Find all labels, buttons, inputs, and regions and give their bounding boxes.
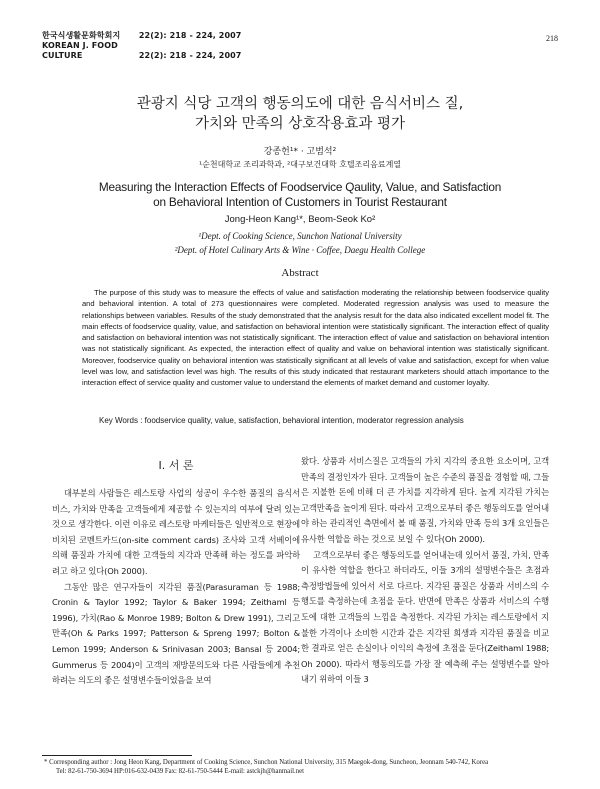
journal-name-en: KOREAN J. FOOD CULTURE: [42, 41, 118, 60]
abstract-heading: Abstract: [281, 267, 319, 279]
paragraph: 고객으로부터 좋은 행동의도를 얻어내는데 있어서 품질, 가치, 만족이 유사한 역할을 한다고 하더라도, 이들 3개의 설명변수들은 초점과 측정방법들에 있어서 서로 다르다. 지각된 품질은 상품과 서비스의 수행도를 측정하는데 초점을 둔다. 반면에 만족은 상품과 서비스의 수행도에 대한 고객들의 느낌을 측정한다. 지각된 가치는 레스토랑에서 지불한 가격이나 소비한 시간과 같은 지각된 희생과 지각된 품질을 비교한 결과로 얻은 손실이나 이익의 측정에 초점을 둔다(Zeithaml 1988; Oh 2000). 따라서 행동의도를 가장 잘 예측해 주는 설명변수를 알아내기 위하여 이들 3: [301, 549, 549, 685]
authors-korean: 강종헌¹* · 고범석²: [263, 147, 337, 157]
journal-name-ko: 한국식생활문화학회지: [42, 31, 121, 40]
title-korean-line2: 가치와 만족의 상호작용효과 평가: [195, 116, 405, 132]
body-column-left: [52, 486, 300, 689]
citation-en: 22(2): 218 - 224, 2007: [138, 51, 242, 60]
title-english-line2: on Behavioral Intention of Customers in Tourist Restaurant: [153, 195, 447, 209]
footnote: [44, 758, 564, 776]
paragraph: 대부분의 사람들은 레스토랑 사업의 성공이 우수한 품질의 음식서비스, 가치와 만족을 고객들에게 제공할 수 있는지의 여부에 달려 있는 것으로 생각한다. 이런 이유로 레스토랑 마케터들은 일반적으로 현장에 비치된 코멘트카드(on-site comment cards) 조사와 고객 서베이에 의해 품질과 가치에 대한 고객들의 지각과 만족해 하는 정도를 파악하려고 하고 있다(Oh 2000).: [52, 488, 300, 576]
abstract-text: The purpose of this study was to measure the effects of value and satisfaction moderating the relationship between foodservice quality and behavioral intention. A total of 273 questionnaires were completed. Moderated regression analysis was used to measure the relationships between variables. Results of the study demonstrated that the analysis result for the data also indicated excellent model fit. The main effects of foodservice quality, value, and satisfaction on behavioral intention were statistically significant. The interaction effect of quality and satisfaction on behavioral intention was not statistically significant. The interaction effect of value and satisfaction on behavioral intention was not statistically significant. As expected, the interaction effect of quality and value on behavioral intention was statistically significant. Moreover, foodservice quality on behavioral intention was statistically significant at all levels of value and satisfaction, except for when value level was low, and satisfaction level was high. The results of this study indicated that restaurant marketers should attach importance to the interaction effect of service quality and customer value to understand the elements of market demand and customer loyalty.: [82, 288, 549, 388]
title-english-line1: Measuring the Interaction Effects of Foodservice Qaulity, Value, and Satisfaction: [98, 180, 502, 194]
footnote-rule: [42, 755, 192, 756]
running-header: [42, 31, 241, 61]
page-number: 218: [546, 34, 558, 43]
paragraph: 왔다. 상품과 서비스질은 고객들의 가치 지각의 중요한 요소이며, 고객 만족의 결정인자가 된다. 고객들이 높은 수준의 품질을 경험할 때, 그들은 지불한 돈에 비해 더 큰 가치를 지각하게 된다. 높게 지각된 가치는 고객만족을 높이게 된다. 따라서 고객으로부터 좋은 행동의도를 얻어내야 하는 관리적인 측면에서 볼 때 품질, 가치와 만족 등의 3개 요인들은 유사한 역할을 하는 것으로 보일 수 있다(Oh 2000).: [301, 456, 549, 544]
affiliations-korean: ¹순천대학교 조리과학과, ²대구보건대학 호텔조리음료계열: [198, 160, 402, 169]
body-column-right: [301, 454, 549, 688]
keywords: Key Words : foodservice quality, value, satisfaction, behavioral intention, moderator regression analysis: [99, 416, 464, 425]
title-korean: [0, 94, 600, 134]
affiliation-2: ²Dept. of Hotel Culinary Arts & Wine · Coffee, Daegu Health College: [174, 245, 426, 255]
affiliation-1: ¹Dept. of Cooking Science, Sunchon National University: [198, 231, 402, 241]
citation-ko: 22(2): 218 - 224, 2007: [138, 31, 242, 40]
footnote-corresponding: * Corresponding author : Jong Heon Kang, Department of Cooking Science, Sunchon National University, 315 Maegok-dong, Suncheon, Jeonnam 540-742, Korea: [44, 759, 489, 766]
title-english: [0, 180, 600, 210]
title-korean-line1: 관광지 식당 고객의 행동의도에 대한 음식서비스 질,: [136, 96, 464, 112]
authors-english: Jong-Heon Kang¹*, Beom-Seok Ko²: [224, 214, 376, 225]
paragraph: 그동안 많은 연구자들이 지각된 품질(Parasuraman 등 1988; Cronin & Taylor 1992; Taylor & Baker 1994; Zeithaml 등 1996), 가치(Rao & Monroe 1989; Bolton & Drew 1991), 그리고 만족(Oh & Parks 1997; Patterson & Spreng 1997; Bolton & Lemon 1999; Anderson & Srinivasan 2003; Bansal 등 2004; Gummerus 등 2004)이 고객의 재방문의도와 다른 사람들에게 추천하려는 의도의 좋은 설명변수들이었음을 보여: [52, 581, 300, 686]
section-heading-introduction: I. 서 론: [158, 459, 194, 472]
affiliations-english: [0, 229, 600, 257]
footnote-contact: Tel: 82-61-750-3694 HP:016-632-0439 Fax: 82-61-750-5444 E-mail: astckjh@hanmail.net: [56, 768, 304, 775]
